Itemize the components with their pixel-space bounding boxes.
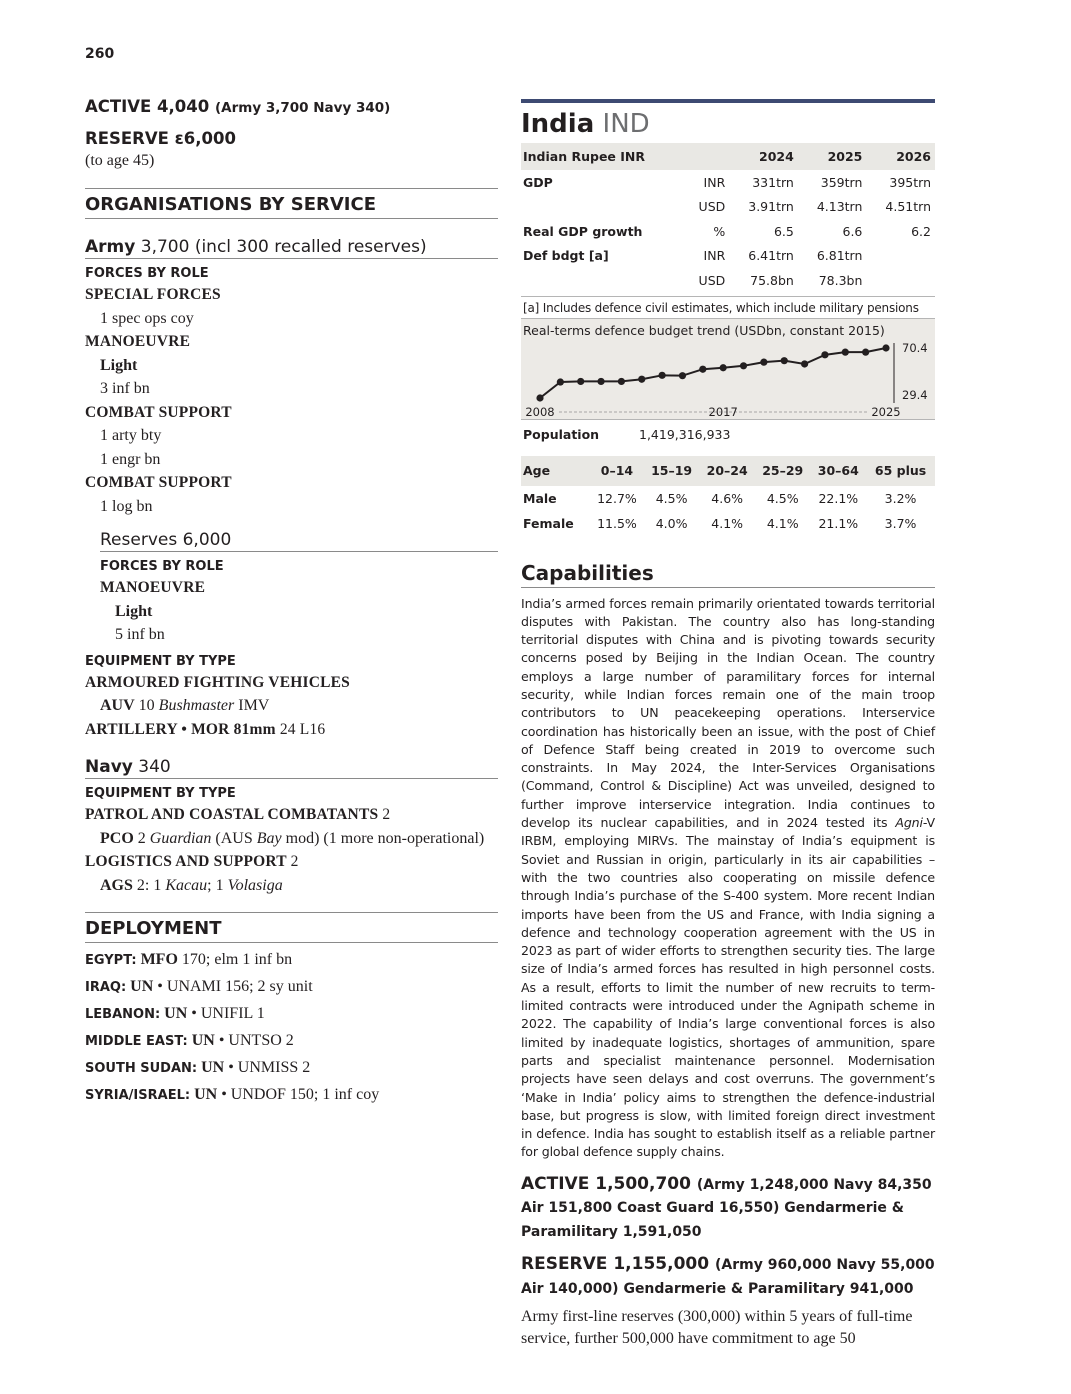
deployment-item [85, 947, 498, 974]
deployment-country: SOUTH SUDAN: [85, 1061, 198, 1076]
logistics-count: 2 [290, 853, 299, 870]
artillery-line [85, 718, 498, 742]
deployment-detail: • UNTSO 2 [214, 1032, 294, 1049]
army-heading [85, 237, 498, 259]
economic-cell: 75.8bn [750, 272, 794, 288]
artillery-detail: 24 L16 [279, 720, 326, 738]
economic-cell: 331trn [752, 174, 794, 190]
age-header-cell: 65 plus [866, 456, 935, 486]
deployment-list [85, 947, 498, 1109]
log-item: 1 log bn [100, 497, 153, 515]
india-active-summary [521, 1173, 935, 1244]
deployment-item [85, 1028, 498, 1055]
india-reserve-note: Army first-line reserves (300,000) within 5 years of full-time service, further 500,000 have commitment to age 50 [521, 1308, 913, 1348]
reserves-manoeuvre-heading: MANOEUVRE [100, 579, 206, 596]
pco-label: PCO [100, 829, 134, 847]
economic-cell: USD [698, 272, 726, 288]
page-number: 260 [85, 46, 115, 62]
economic-cell: 6.2 [911, 223, 931, 239]
ags-kacau: Kacau [165, 876, 208, 894]
trend-point [801, 360, 808, 367]
logistics-heading: LOGISTICS AND SUPPORT [85, 853, 287, 870]
x-tick-label: 2017 [708, 404, 738, 419]
population-row [521, 420, 935, 449]
trend-point [862, 348, 869, 355]
age-header-cell: 25–29 [755, 456, 811, 486]
economic-row [521, 195, 935, 220]
pco-rest: mod) (1 more non-operational) [285, 829, 485, 847]
age-cell: 3.2% [884, 490, 917, 506]
economic-header-cell: 2025 [798, 143, 867, 170]
deployment-org: UN [197, 1059, 225, 1076]
age-cell: 4.0% [655, 516, 688, 532]
pco-name: Guardian [149, 829, 212, 847]
age-cell: 4.5% [655, 490, 688, 506]
afv-heading: ARMOURED FIGHTING VEHICLES [85, 673, 351, 691]
patrol-heading: PATROL AND COASTAL COMBATANTS [85, 806, 379, 823]
economic-cell: INR [703, 248, 726, 264]
india-active-detail: (Army 1,248,000 Navy 84,350 Air 151,800 Coast Guard 16,550) Gendarmerie & Paramilitary 1,591,050 [521, 1176, 932, 1240]
y-annotation-label: 70.4 [902, 340, 928, 355]
economic-cell: % [713, 223, 726, 239]
economic-table-header [521, 143, 935, 170]
age-cell: 4.5% [766, 490, 799, 506]
age-cell: 3.7% [884, 516, 917, 532]
economic-cell [521, 195, 685, 220]
light-heading: Light [100, 356, 138, 374]
deployment-detail: • UNIFIL 1 [187, 1005, 265, 1022]
chart-title: Real-terms defence budget trend (USDbn, constant 2015) [523, 322, 885, 338]
economic-cell: GDP [523, 174, 553, 190]
deployment-detail: • UNAMI 156; 2 sy unit [153, 978, 313, 995]
trend-point [638, 375, 645, 382]
trend-point [597, 377, 604, 384]
trend-point [720, 364, 727, 371]
manoeuvre-heading: MANOEUVRE [85, 333, 191, 350]
economic-cell: 395trn [889, 174, 931, 190]
deployment-item [85, 1055, 498, 1082]
age-header-cell: 0–14 [590, 456, 644, 486]
artillery-heading: ARTILLERY • MOR 81mm [85, 720, 276, 738]
deployment-country: IRAQ: [85, 980, 127, 995]
trend-point [740, 362, 747, 369]
budget-footnote: [a] Includes defence civil estimates, which include military pensions [521, 296, 935, 319]
reserves-heading [100, 530, 498, 552]
economic-cell [866, 268, 935, 293]
economic-row [521, 170, 935, 195]
age-cell: 4.1% [766, 516, 799, 532]
ags-item [85, 874, 498, 898]
engr-item: 1 engr bn [100, 450, 161, 468]
reserves-inf-item: 5 inf bn [115, 626, 165, 643]
reserves-equipment-by-type: EQUIPMENT BY TYPE [85, 653, 236, 669]
trend-chart-svg [521, 339, 935, 419]
economic-cell: INR [703, 174, 726, 190]
italic-term: Agni [895, 815, 923, 831]
pco-aus: (AUS [215, 829, 253, 847]
age-table-header [521, 456, 935, 486]
auv-name: Bushmaster [158, 697, 235, 714]
trend-point [760, 358, 767, 365]
economic-header-cell [685, 143, 729, 170]
trend-point [842, 348, 849, 355]
country-title [521, 105, 935, 143]
deployment-detail: • UNDOF 150; 1 inf coy [217, 1086, 380, 1103]
population-value: 1,419,316,933 [639, 426, 731, 442]
deployment-org: MFO [136, 951, 178, 968]
economic-header-cell: 2026 [866, 143, 935, 170]
deployment-item [85, 1001, 498, 1028]
deployment-org: UN [160, 1005, 188, 1022]
reserves-detail: 6,000 [182, 530, 232, 550]
age-header-cell: Age [521, 456, 590, 486]
title-rule [521, 99, 935, 103]
combat-support-heading: COMBAT SUPPORT [85, 403, 232, 421]
right-column [521, 99, 935, 1350]
india-reserve-summary [521, 1253, 935, 1300]
active-label: ACTIVE 4,040 [85, 97, 210, 116]
deployment-item [85, 974, 498, 1001]
trend-line [540, 348, 886, 398]
inf-item: 3 inf bn [100, 380, 150, 397]
economic-row [521, 219, 935, 244]
deployment-country: EGYPT: [85, 953, 137, 968]
age-cell: Male [523, 490, 557, 506]
economic-header-cell: Indian Rupee INR [521, 143, 685, 170]
economic-cell: USD [698, 199, 726, 215]
economic-table [521, 143, 935, 293]
deployment-country: LEBANON: [85, 1007, 161, 1022]
economic-cell [866, 244, 935, 269]
ags-detail: 2: 1 [136, 876, 162, 894]
age-cell: 4.6% [711, 490, 744, 506]
population-label: Population [523, 426, 600, 442]
capabilities-heading: Capabilities [521, 561, 935, 588]
age-cell: 12.7% [597, 490, 637, 506]
economic-cell [521, 268, 685, 293]
economic-cell: 6.41trn [748, 248, 794, 264]
economic-table-body [521, 170, 935, 293]
age-cell: 4.1% [711, 516, 744, 532]
age-cell: 11.5% [597, 516, 637, 532]
reserves-forces-by-role: FORCES BY ROLE [100, 559, 224, 574]
reserve-summary [85, 128, 498, 150]
economic-header-cell: 2024 [729, 143, 798, 170]
economic-cell: 6.5 [773, 223, 794, 239]
active-detail: (Army 3,700 Navy 340) [215, 100, 391, 116]
x-tick-label: 2025 [871, 404, 901, 419]
deployment-detail: • UNMISS 2 [224, 1059, 311, 1076]
economic-cell: Def bdgt [a] [523, 248, 609, 264]
capabilities-text: India’s armed forces remain primarily orientated towards territorial disputes with Pakistan. The country also has long-standing territorial disputes with China and is pivoting towards security concerns posed by Beijing in the Indian Ocean. The country employs a large number of paramilitary forces for internal security, while Indian forces remain one of the main troop contributors to UN peacekeeping operations. Interservice coordination has historically been an issue, with the post of Chief of Defence Staff being created in 2019 to overcome such constraints. In May 2024, the Inter-Services Organisations (Command, Control & Discipline) Act was unveiled, designed to further improve interservice integration. India continues to develop its nuclear capabilities, and in 2024 tested its Agni-V IRBM, employing MIRVs. The mainstay of India’s equipment is Soviet and Russian in origin, particularly in its air capabilities – with the two countries also cooperating on missile defence through India’s purchase of the S-400 system. More recent Indian imports have been from the US and France, with India signing a defence and technology cooperation agreement with the US in 2023 as part of wider efforts to strengthen security ties. The large size of India’s armed forces has resulted in high personnel costs. As a result, efforts to limit the number of new recruits to term-limited contracts were introduced under the Agnipath scheme in 2022. The capability of India’s large conventional forces is also limited by inadequate logistics, shortages of ammunition, spare parts and specialist maintenance personnel. Modernisation projects have seen delays and cost overruns. The government’s ‘Make in India’ policy aims to strengthen the defence-industrial base, but progress is slow, with limited foreign direct investment in defence. India has sought to establish itself as a reliable partner for global defence supply chains. [521, 595, 935, 1160]
arty-item: 1 arty bty [100, 427, 162, 444]
age-cell: Female [523, 516, 574, 532]
army-forces-by-role: FORCES BY ROLE [85, 266, 209, 281]
reserves-block [85, 530, 498, 647]
army-detail: 3,700 (incl 300 recalled reserves) [140, 237, 427, 257]
trend-point [618, 377, 625, 384]
reserve-label: RESERVE ε6,000 [85, 129, 236, 148]
deployment-item [85, 1082, 498, 1109]
navy-heading [85, 757, 498, 779]
deployment-org: UN [126, 978, 154, 995]
age-header-cell: 20–24 [699, 456, 755, 486]
age-cell: 22.1% [818, 490, 859, 506]
india-reserve-detail: (Army 960,000 Navy 55,000 Air 140,000) Gendarmerie & Paramilitary 941,000 [521, 1257, 935, 1297]
economic-cell: Real GDP growth [523, 223, 643, 239]
economic-row [521, 244, 935, 269]
economic-cell: 359trn [820, 174, 863, 190]
age-header-cell: 30–64 [811, 456, 867, 486]
india-reserve-label: RESERVE 1,155,000 [521, 1254, 710, 1275]
economic-cell: 4.13trn [816, 199, 863, 215]
x-tick-label: 2008 [525, 404, 555, 419]
active-summary [85, 96, 498, 119]
economic-cell: 78.3bn [818, 272, 863, 288]
economic-row [521, 268, 935, 293]
deployment-org: UN [187, 1032, 215, 1049]
ags-sep: ; 1 [207, 876, 224, 894]
budget-trend-chart [521, 319, 935, 420]
ags-label: AGS [100, 876, 133, 894]
economic-cell: 6.81trn [816, 248, 863, 264]
pco-item [85, 827, 498, 851]
pco-bay: Bay [256, 829, 282, 847]
deployment-country: MIDDLE EAST: [85, 1034, 188, 1049]
economic-cell: 3.91trn [748, 199, 794, 215]
spec-ops-item: 1 spec ops coy [100, 309, 194, 327]
reserves-light-heading: Light [115, 602, 153, 620]
age-table-body [521, 486, 935, 537]
trend-point [577, 377, 584, 384]
reserve-detail: (to age 45) [85, 152, 155, 169]
auv-label: AUV [100, 697, 135, 714]
trend-point [679, 372, 686, 379]
deployment-heading: DEPLOYMENT [85, 912, 498, 943]
age-header-cell: 15–19 [644, 456, 700, 486]
reserves-name: Reserves [100, 530, 178, 550]
country-code: IND [602, 109, 650, 139]
trend-point [821, 351, 828, 358]
auv-item [85, 694, 498, 718]
navy-detail: 340 [138, 757, 171, 777]
age-table [521, 456, 935, 537]
logistics-line [85, 850, 498, 874]
country-name: India [521, 109, 595, 139]
navy-name: Navy [85, 757, 133, 777]
auv-suffix: IMV [238, 697, 270, 714]
navy-equipment-by-type: EQUIPMENT BY TYPE [85, 786, 236, 801]
age-row [521, 486, 935, 512]
pco-count: 2 [137, 829, 146, 847]
y-annotation-label: 29.4 [902, 387, 928, 402]
economic-cell: 6.6 [842, 223, 863, 239]
trend-point [781, 357, 788, 364]
trend-point [659, 371, 666, 378]
economic-cell: 4.51trn [885, 199, 931, 215]
army-name: Army [85, 237, 136, 257]
deployment-org: UN [190, 1086, 218, 1103]
org-heading: ORGANISATIONS BY SERVICE [85, 188, 498, 219]
age-row [521, 511, 935, 537]
trend-point [882, 344, 889, 351]
deployment-detail: 170; elm 1 inf bn [177, 951, 293, 968]
trend-point [699, 365, 706, 372]
india-active-label: ACTIVE 1,500,700 [521, 1173, 691, 1194]
left-column [85, 96, 498, 1109]
combat-support-heading-2: COMBAT SUPPORT [85, 474, 232, 491]
ags-volasiga: Volasiga [227, 876, 283, 894]
trend-point [536, 394, 543, 401]
patrol-count: 2 [382, 806, 391, 823]
auv-count: 10 [138, 697, 155, 714]
special-forces-heading: SPECIAL FORCES [85, 286, 221, 303]
trend-point [557, 378, 564, 385]
patrol-line [85, 803, 498, 827]
deployment-country: SYRIA/ISRAEL: [85, 1088, 191, 1103]
age-cell: 21.1% [818, 516, 859, 532]
